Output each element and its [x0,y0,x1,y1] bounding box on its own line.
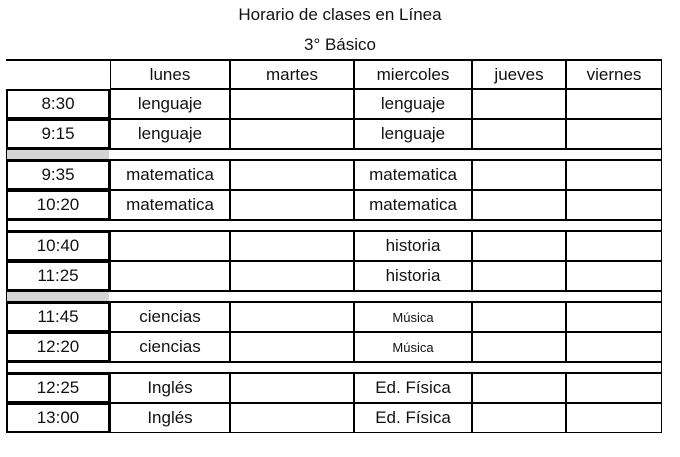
class-cell: lenguaje [354,119,472,149]
class-cell: Ed. Física [354,403,472,433]
empty-cell [230,373,354,403]
empty-cell [110,261,230,291]
class-cell: historia [354,231,472,261]
day-header-martes: martes [230,61,354,89]
schedule-title: Horario de clases en Línea [238,5,442,24]
empty-cell [472,302,566,332]
empty-cell [566,261,662,291]
class-cell: Música [354,302,472,332]
empty-cell [230,231,354,261]
time-cell: 9:35 [6,160,110,190]
class-cell: ciencias [110,302,230,332]
empty-cell [472,190,566,220]
empty-cell [472,231,566,261]
time-cell: 10:20 [6,190,110,220]
time-cell: 12:25 [6,373,110,403]
class-cell: Inglés [110,403,230,433]
empty-cell [566,119,662,149]
empty-cell [472,373,566,403]
time-cell: 11:45 [6,302,110,332]
day-header-miercoles: miercoles [354,61,472,89]
empty-cell [230,403,354,433]
class-cell: Ed. Física [354,373,472,403]
break-shade [7,292,109,301]
class-cell: lenguaje [110,89,230,119]
class-cell: Inglés [110,373,230,403]
time-cell: 11:25 [6,261,110,291]
empty-cell [472,119,566,149]
break-separator-row [6,220,662,231]
class-cell: lenguaje [354,89,472,119]
empty-cell [230,302,354,332]
time-cell: 10:40 [6,231,110,261]
class-cell: matematica [110,160,230,190]
empty-cell [566,160,662,190]
class-cell: matematica [110,190,230,220]
class-cell: Música [354,332,472,362]
day-header-viernes: viernes [566,61,662,89]
empty-cell [472,89,566,119]
day-header-lunes: lunes [110,61,230,89]
time-cell: 8:30 [6,89,110,119]
break-shade [7,150,109,159]
empty-cell [472,160,566,190]
empty-cell [230,160,354,190]
day-header-jueves: jueves [472,61,566,89]
class-cell: matematica [354,160,472,190]
empty-cell [472,403,566,433]
class-cell: matematica [354,190,472,220]
empty-cell [566,231,662,261]
empty-cell [566,403,662,433]
time-cell: 12:20 [6,332,110,362]
empty-cell [472,332,566,362]
empty-cell [566,332,662,362]
empty-cell [110,231,230,261]
class-cell: lenguaje [110,119,230,149]
empty-cell [230,89,354,119]
empty-cell [566,190,662,220]
empty-cell [566,373,662,403]
empty-cell [230,190,354,220]
empty-cell [472,261,566,291]
class-cell: ciencias [110,332,230,362]
break-separator-row [6,362,662,373]
empty-cell [230,332,354,362]
empty-cell [230,261,354,291]
empty-cell [566,302,662,332]
time-cell: 9:15 [6,119,110,149]
time-cell: 13:00 [6,403,110,433]
empty-cell [566,89,662,119]
grade-subtitle: 3° Básico [303,35,376,54]
empty-cell [230,119,354,149]
class-cell: historia [354,261,472,291]
